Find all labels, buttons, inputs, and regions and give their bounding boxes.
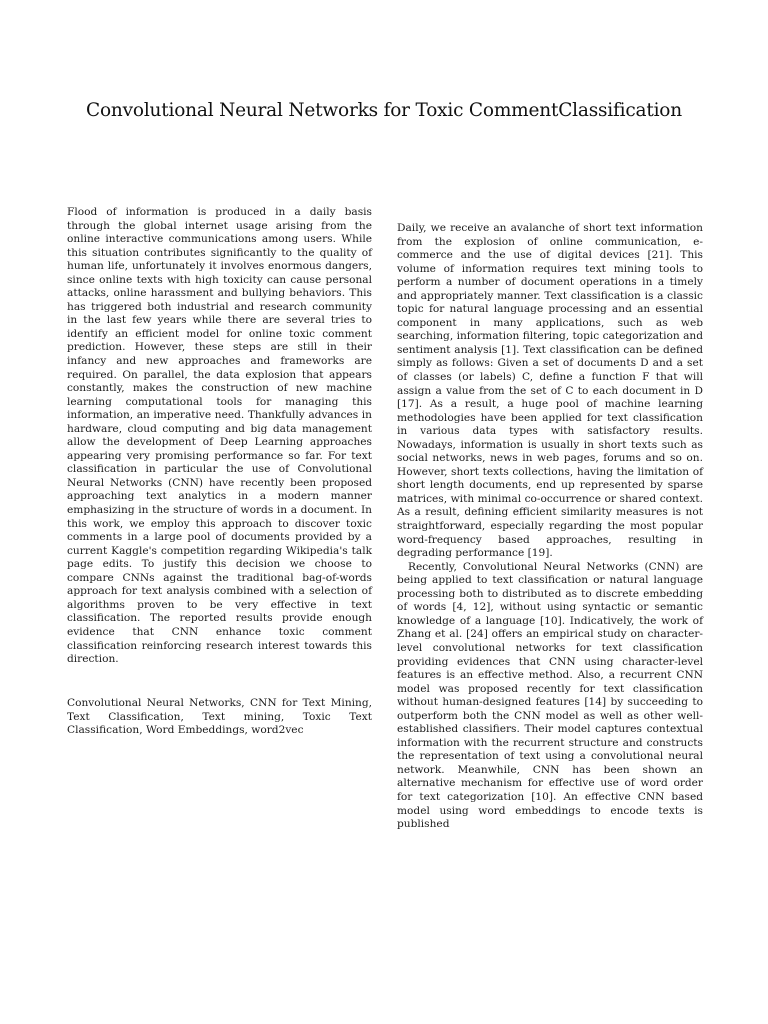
introduction-section bbox=[397, 222, 703, 832]
paper-title: Convolutional Neural Networks for Toxic CommentClassification bbox=[86, 100, 682, 121]
abstract-section bbox=[67, 206, 372, 667]
abstract-text: Flood of information is produced in a daily basis through the global internet usage arising from the online interactive communications among users. While this situation contributes significantly to the quality of human life, unfortunately it involves enormous dangers, since online texts with high toxicity can cause personal attacks, online harassment and bullying behaviors. This has triggered both industrial and research community in the last few years while there are several tries to identify an efficient model for online toxic comment prediction. However, these steps are still in their infancy and new approaches and frameworks are required. On parallel, the data explosion that appears constantly, makes the construction of new machine learning computational tools for managing this information, an imperative need. Thankfully advances in hardware, cloud computing and big data management allow the development of Deep Learning approaches appearing very promising performance so far. For text classification in particular the use of Convolutional Neural Networks (CNN) have recently been proposed approaching text analytics in a modern manner emphasizing in the structure of words in a document. In this work, we employ this approach to discover toxic comments in a large pool of documents provided by a current Kaggle's competition regarding Wikipedia's talk page edits. To justify this decision we choose to compare CNNs against the traditional bag-of-words approach for text analysis combined with a selection of algorithms proven to be very effective in text classification. The reported results provide enough evidence that CNN enhance toxic comment classification reinforcing research interest towards this direction. bbox=[67, 206, 372, 666]
keywords-section bbox=[67, 697, 372, 738]
keywords-text: Convolutional Neural Networks, CNN for Text Mining, Text Classification, Text mining, Toxic Text Classification, Word Embeddings, word2vec bbox=[67, 697, 372, 737]
intro-paragraph-2: Recently, Convolutional Neural Networks (CNN) are being applied to text classification or natural language processing both to distributed as to discrete embedding of words [4, 12], without using syntactic or semantic knowledge of a language [10]. Indicatively, the work of Zhang et al. [24] offers an empirical study on character-level convolutional networks for text classification providing evidences that CNN using character-level features is an effective method. Also, a recurrent CNN model was proposed recently for text classification without human-designed features [14] by succeeding to outperform both the CNN model as well as other well-established classifiers. Their model captures contextual information with the recurrent structure and constructs the representation of text using a convolutional neural network. Meanwhile, CNN has been shown an alternative mechanism for effective use of word order for text categorization [10]. An effective CNN based model using word embeddings to encode texts is published bbox=[397, 560, 703, 831]
intro-paragraph-1: Daily, we receive an avalanche of short text information from the explosion of online communication, e-commerce and the use of digital devices [21]. This volume of information requires text mining tools to perform a number of document operations in a timely and appropriately manner. Text classification is a classic topic for natural language processing and an essential component in many applications, such as web searching, information filtering, topic categorization and sentiment analysis [1]. Text classification can be defined simply as follows: Given a set of documents D and a set of classes (or labels) C, define a function F that will assign a value from the set of C to each document in D [17]. As a result, a huge pool of machine learning methodologies have been applied for text classification in various data types with satisfactory results. Nowadays, information is usually in short texts such as social networks, news in web pages, forums and so on. However, short texts collections, having the limitation of short length documents, end up represented by sparse matrices, with minimal co-occurrence or shared context. As a result, defining efficient similarity measures is not straightforward, especially regarding the most popular word-frequency based approaches, resulting in degrading performance [19]. bbox=[397, 222, 704, 560]
